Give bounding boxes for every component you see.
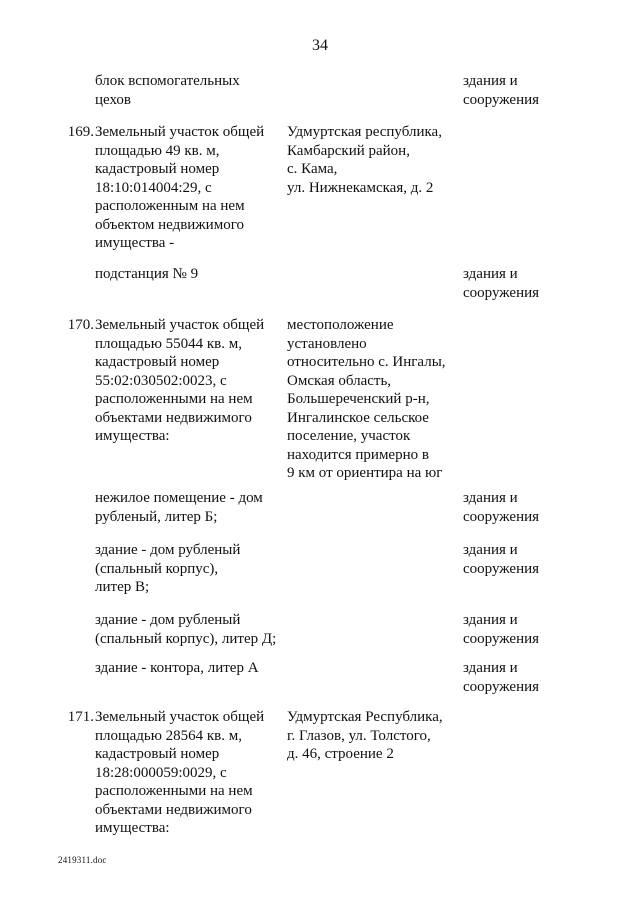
entry-description: здание - дом рубленый (спальный корпус), литер В; xyxy=(95,542,241,595)
entry-number: 169. xyxy=(67,124,94,140)
entry-description: здание - контора, литер А xyxy=(95,660,259,676)
page-number: 34 xyxy=(312,37,328,54)
entry-category: здания и сооружения xyxy=(463,612,540,647)
entry-description: блок вспомогательных цехов xyxy=(95,73,240,108)
entry-category: здания и сооружения xyxy=(463,542,540,577)
entry-description: Земельный участок общей площадью 28564 кв. м, кадастровый номер 18:28:000059:0029, с расположенными на нем объектами недвижимого имущества: xyxy=(95,709,265,836)
document-filename: 2419311.doc xyxy=(58,855,107,865)
entry-number: 170. xyxy=(67,317,94,333)
entry-description: нежилое помещение - дом рубленый, литер Б; xyxy=(95,490,263,525)
entry-description: Земельный участок общей площадью 55044 кв. м, кадастровый номер 55:02:030502:0023, с расположенными на нем объектами недвижимого имущества: xyxy=(95,317,265,444)
entry-category: здания и сооружения xyxy=(463,73,540,108)
entry-category: здания и сооружения xyxy=(463,266,540,301)
entry-category: здания и сооружения xyxy=(463,660,540,695)
entry-description: подстанция № 9 xyxy=(95,266,199,282)
entry-location: Удмуртская республика, Камбарский район, с. Кама, ул. Нижнекамская, д. 2 xyxy=(287,124,442,196)
entry-description: здание - дом рубленый (спальный корпус), литер Д; xyxy=(95,612,277,647)
entry-description: Земельный участок общей площадью 49 кв. м, кадастровый номер 18:10:014004:29, с расположенным на нем объектом недвижимого имущества - xyxy=(95,124,265,251)
entry-location: местоположение установлено относительно с. Ингалы, Омская область, Большереченский р-н, Ингалинское сельское поселение, участок находится примерно в 9 км от ориентира на юг xyxy=(287,317,446,481)
entry-number: 171. xyxy=(67,709,94,725)
entry-location: Удмуртская Республика, г. Глазов, ул. Толстого, д. 46, строение 2 xyxy=(287,709,443,762)
entry-category: здания и сооружения xyxy=(463,490,540,525)
